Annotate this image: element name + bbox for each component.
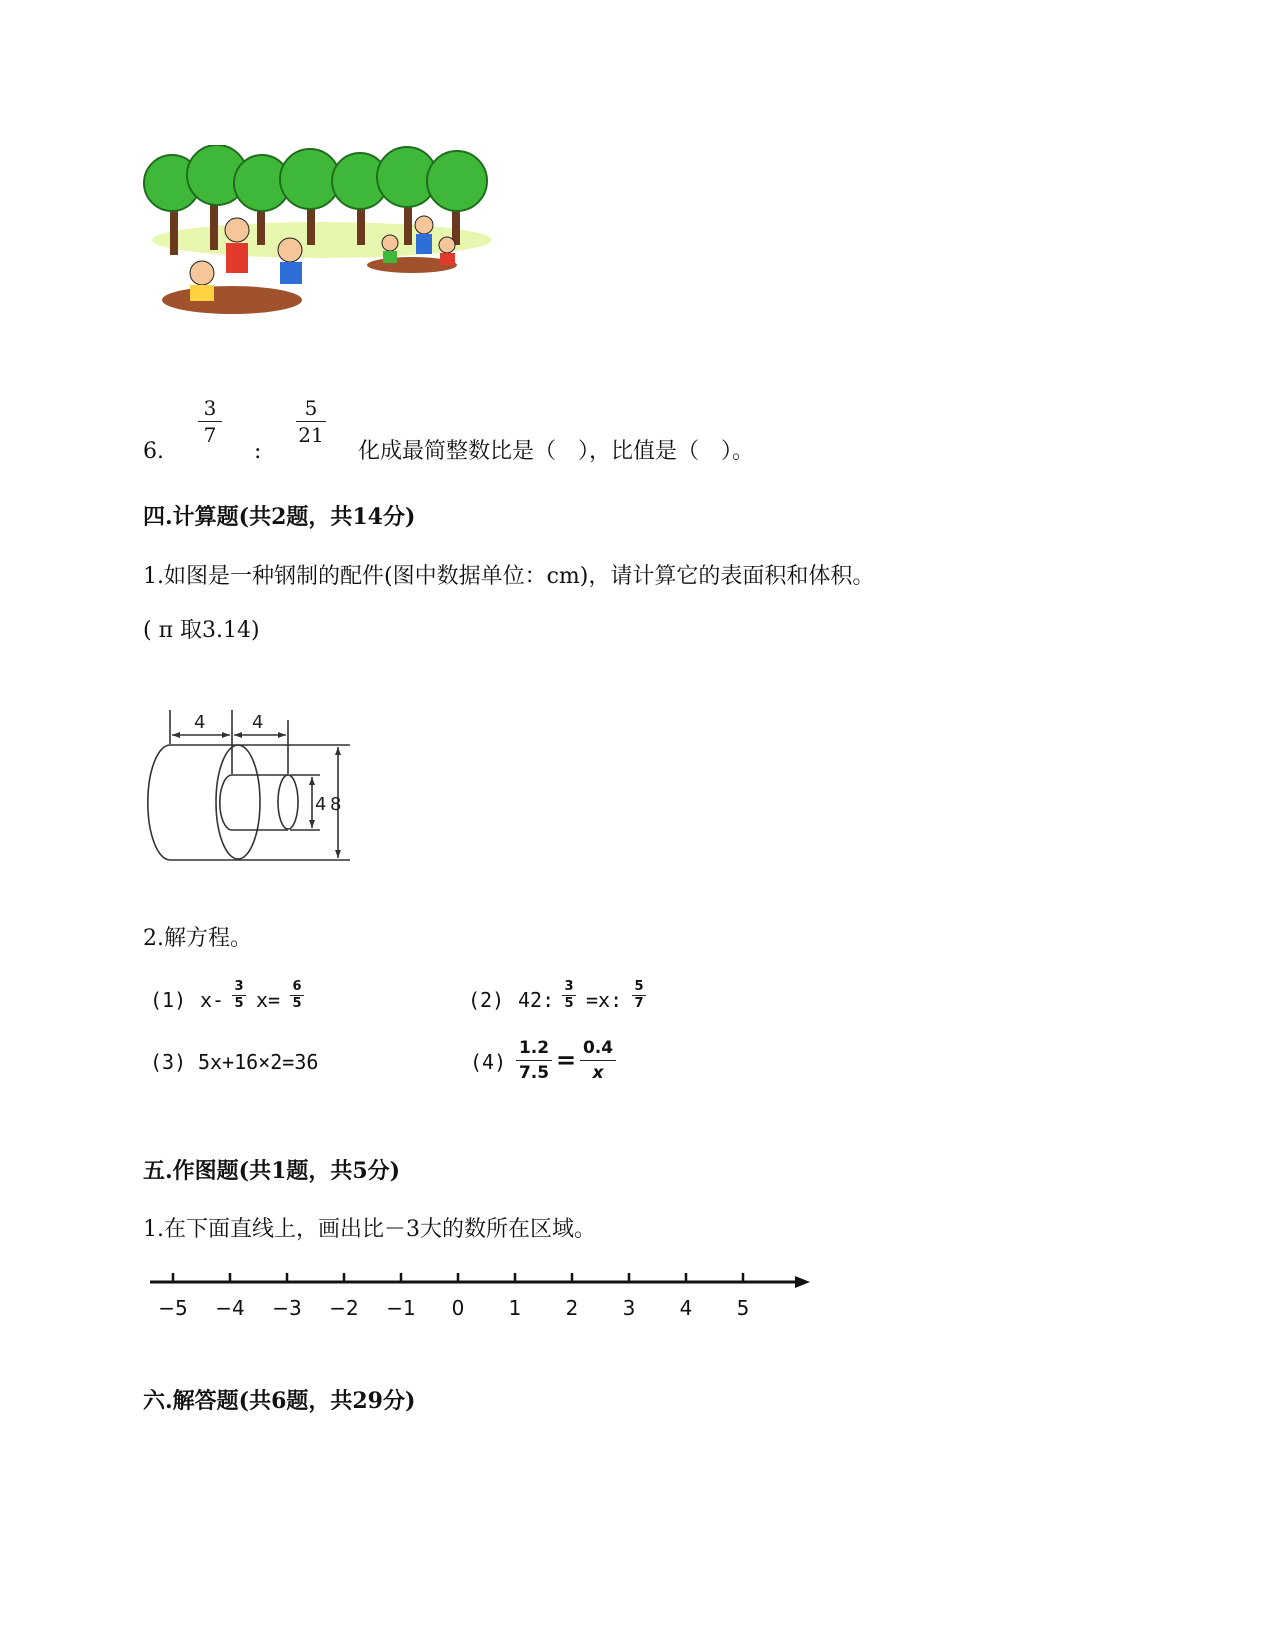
q6-fraction-1-den: 7 — [203, 423, 217, 447]
q6-text: 化成最简整数比是（ ），比值是（ ）。 — [358, 439, 755, 464]
eq4-fraction-1-num: 1.2 — [518, 1038, 550, 1058]
eq2-fraction-2-num: 5 — [634, 979, 644, 994]
section4-heading: 四.计算题(共2题，共14分) — [143, 504, 416, 530]
q6-fraction-2-num: 5 — [304, 396, 318, 420]
section4-q2-title: 2.解方程。 — [143, 926, 252, 951]
eq2-fraction-2 — [632, 980, 646, 1011]
eq4-equals: = — [556, 1046, 577, 1074]
number-line-tick-label: 4 — [679, 1296, 693, 1320]
number-line-tick-label: 2 — [565, 1296, 579, 1320]
q6-fraction-1 — [198, 397, 222, 446]
dim-label-b: 4 — [252, 712, 264, 733]
eq2-label: (2) — [468, 988, 505, 1012]
eq3-text: 5x+16×2=36 — [198, 1050, 319, 1074]
eq2-fraction-2-den: 7 — [634, 996, 644, 1011]
section4-q1-line2: ( π 取3.14) — [143, 618, 260, 643]
eq1-fraction-2-den: 5 — [292, 996, 302, 1011]
number-line[interactable] — [140, 1265, 820, 1330]
eq4-fraction-1-den: 7.5 — [518, 1063, 550, 1083]
eq2-fraction-1-den: 5 — [564, 996, 574, 1011]
eq1-fraction-2 — [290, 980, 304, 1011]
q6-fraction-2-den: 21 — [298, 423, 324, 447]
number-line-tick-label: 5 — [736, 1296, 750, 1320]
dim-label-d: 8 — [330, 794, 342, 815]
q6-fraction-2 — [296, 397, 326, 446]
section5-q1: 1.在下面直线上，画出比－3大的数所在区域。 — [143, 1217, 596, 1242]
number-line-tick-label: −2 — [329, 1296, 359, 1320]
number-line-tick-label: 0 — [451, 1296, 465, 1320]
eq1-fraction-1 — [232, 980, 246, 1011]
eq4-fraction-2 — [580, 1038, 616, 1083]
q6-colon: : — [254, 439, 262, 464]
dim-label-a: 4 — [194, 712, 206, 733]
q6-fraction-1-num: 3 — [203, 396, 217, 420]
eq1-fraction-2-num: 6 — [292, 979, 302, 994]
tree-planting-illustration — [142, 145, 497, 325]
eq2-fraction-1-num: 3 — [564, 979, 574, 994]
eq1-pre: x- — [200, 988, 225, 1012]
number-line-arrow — [795, 1276, 810, 1288]
eq1-label: (1) — [150, 988, 187, 1012]
eq1-fraction-1-num: 3 — [234, 979, 244, 994]
number-line-tick-label: 3 — [622, 1296, 636, 1320]
eq2-pre: 42: — [518, 988, 555, 1012]
number-line-tick-label: −5 — [158, 1296, 188, 1320]
eq4-label: (4) — [470, 1050, 507, 1074]
dim-label-c: 4 — [315, 794, 327, 815]
q6-number: 6. — [143, 439, 164, 464]
section6-heading: 六.解答题(共6题，共29分) — [143, 1388, 416, 1414]
number-line-tick-label: −3 — [272, 1296, 302, 1320]
section5-heading: 五.作图题(共1题，共5分) — [143, 1158, 401, 1184]
eq3-label: (3) — [150, 1050, 187, 1074]
eq2-fraction-1 — [562, 980, 576, 1011]
steel-part-figure — [140, 700, 360, 870]
eq2-mid: =x: — [586, 988, 623, 1012]
number-line-tick-label: −1 — [386, 1296, 416, 1320]
number-line-tick-label: −4 — [215, 1296, 245, 1320]
eq1-fraction-1-den: 5 — [234, 996, 244, 1011]
eq1-mid: x= — [256, 988, 281, 1012]
number-line-tick-label: 1 — [508, 1296, 522, 1320]
eq4-fraction-1 — [516, 1038, 552, 1083]
eq4-fraction-2-num: 0.4 — [582, 1038, 614, 1058]
section4-q1-line1: 1.如图是一种钢制的配件(图中数据单位：cm)，请计算它的表面积和体积。 — [143, 564, 875, 589]
eq4-fraction-2-den: x — [592, 1063, 604, 1083]
